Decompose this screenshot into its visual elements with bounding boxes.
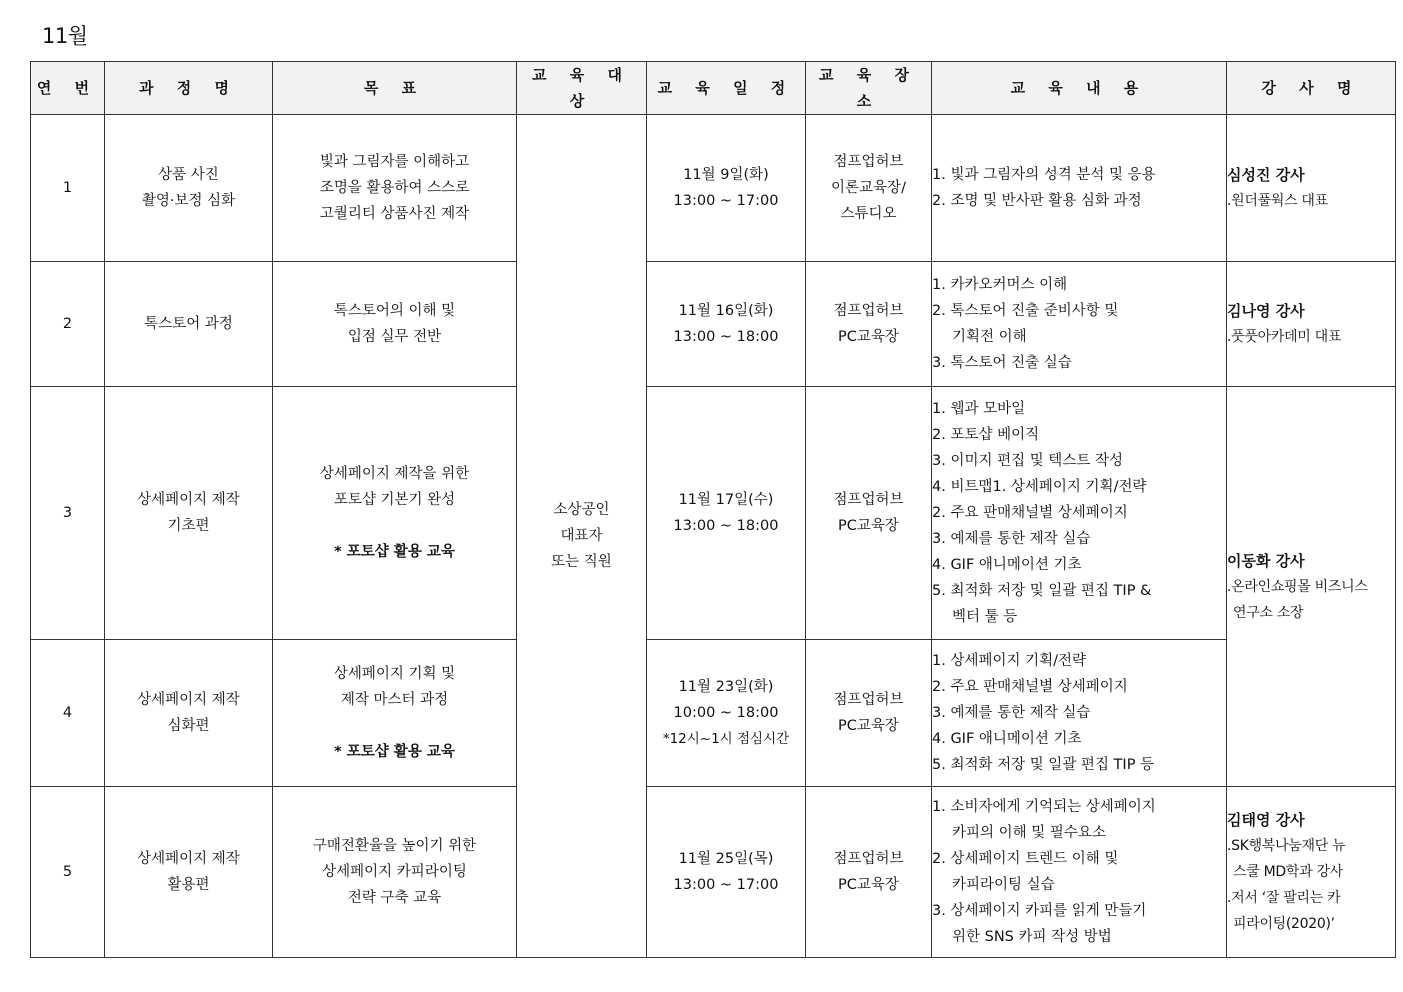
instructor: 김나영 강사 .풋풋아카데미 대표 bbox=[1227, 262, 1396, 387]
course-place: 점프업허브 PC교육장 bbox=[806, 262, 932, 387]
table-row bbox=[31, 387, 1396, 640]
table-header-row bbox=[31, 62, 1396, 115]
course-name: 상세페이지 제작 기초편 bbox=[105, 387, 273, 640]
table-row bbox=[31, 115, 1396, 262]
course-goal: 톡스토어의 이해 및 입점 실무 전반 bbox=[273, 262, 517, 387]
page-title: 11월 bbox=[42, 24, 88, 48]
course-content: 1. 빛과 그림자의 성격 분석 및 응용 2. 조명 및 반사판 활용 심화 과정 bbox=[932, 115, 1227, 262]
course-schedule-table bbox=[30, 61, 1396, 958]
header-place: 교 육 장 소 bbox=[806, 62, 932, 115]
course-name: 상세페이지 제작 활용편 bbox=[105, 787, 273, 958]
instructor: 김태영 강사 .SK행복나눔재단 뉴 스쿨 MD학과 강사 .저서 ‘잘 팔리는 카 피라이팅(2020)’ bbox=[1227, 787, 1396, 958]
course-place: 점프업허브 PC교육장 bbox=[806, 787, 932, 958]
table-row bbox=[31, 262, 1396, 387]
row-number: 4 bbox=[31, 640, 105, 787]
course-place: 점프업허브 PC교육장 bbox=[806, 640, 932, 787]
course-schedule: 11월 9일(화) 13:00 ~ 17:00 bbox=[647, 115, 806, 262]
row-number: 5 bbox=[31, 787, 105, 958]
instructor: 이동화 강사 .온라인쇼핑몰 비즈니스 연구소 소장 bbox=[1227, 387, 1396, 787]
course-name: 상세페이지 제작 심화편 bbox=[105, 640, 273, 787]
header-target: 교 육 대 상 bbox=[517, 62, 647, 115]
table-row bbox=[31, 640, 1396, 787]
course-name: 톡스토어 과정 bbox=[105, 262, 273, 387]
course-goal: 상세페이지 기획 및 제작 마스터 과정 * 포토샵 활용 교육 bbox=[273, 640, 517, 787]
course-schedule: 11월 17일(수) 13:00 ~ 18:00 bbox=[647, 387, 806, 640]
course-content: 1. 소비자에게 기억되는 상세페이지 카피의 이해 및 필수요소 2. 상세페이지 트렌드 이해 및 카피라이팅 실습 3. 상세페이지 카피를 읽게 만들기 위한 SNS 카피 작성 방법 bbox=[932, 787, 1227, 958]
header-content: 교 육 내 용 bbox=[932, 62, 1227, 115]
course-goal: 빛과 그림자를 이해하고 조명을 활용하여 스스로 고퀄리티 상품사진 제작 bbox=[273, 115, 517, 262]
goal-note: * 포토샵 활용 교육 bbox=[334, 544, 455, 560]
course-place: 점프업허브 이론교육장/ 스튜디오 bbox=[806, 115, 932, 262]
course-content: 1. 상세페이지 기획/전략 2. 주요 판매채널별 상세페이지 3. 예제를 통한 제작 실습 4. GIF 애니메이션 기초 5. 최적화 저장 및 일괄 편집 TIP 등 bbox=[932, 640, 1227, 787]
header-no: 연 번 bbox=[31, 62, 105, 115]
course-name: 상품 사진 촬영·보정 심화 bbox=[105, 115, 273, 262]
course-schedule: 11월 23일(화) 10:00 ~ 18:00 *12시~1시 점심시간 bbox=[647, 640, 806, 787]
course-schedule: 11월 25일(목) 13:00 ~ 17:00 bbox=[647, 787, 806, 958]
course-goal: 상세페이지 제작을 위한 포토샵 기본기 완성 * 포토샵 활용 교육 bbox=[273, 387, 517, 640]
row-number: 2 bbox=[31, 262, 105, 387]
header-course: 과 정 명 bbox=[105, 62, 273, 115]
course-place: 점프업허브 PC교육장 bbox=[806, 387, 932, 640]
goal-note: * 포토샵 활용 교육 bbox=[334, 744, 455, 760]
course-goal: 구매전환율을 높이기 위한 상세페이지 카피라이팅 전략 구축 교육 bbox=[273, 787, 517, 958]
header-goal: 목 표 bbox=[273, 62, 517, 115]
instructor: 심성진 강사 .원더풀웍스 대표 bbox=[1227, 115, 1396, 262]
table-row bbox=[31, 787, 1396, 958]
row-number: 3 bbox=[31, 387, 105, 640]
course-content: 1. 웹과 모바일 2. 포토샵 베이직 3. 이미지 편집 및 텍스트 작성 4. 비트맵1. 상세페이지 기획/전략 2. 주요 판매채널별 상세페이지 3. 예제를 통한 제작 실습 4. GIF 애니메이션 기초 5. 최적화 저장 및 일괄 편집 TIP & 벡터 툴 등 bbox=[932, 387, 1227, 640]
course-content: 1. 카카오커머스 이해 2. 톡스토어 진출 준비사항 및 기획전 이해 3. 톡스토어 진출 실습 bbox=[932, 262, 1227, 387]
course-schedule: 11월 16일(화) 13:00 ~ 18:00 bbox=[647, 262, 806, 387]
header-schedule: 교 육 일 정 bbox=[647, 62, 806, 115]
row-number: 1 bbox=[31, 115, 105, 262]
education-target: 소상공인 대표자 또는 직원 bbox=[517, 115, 647, 958]
header-instructor: 강 사 명 bbox=[1227, 62, 1396, 115]
